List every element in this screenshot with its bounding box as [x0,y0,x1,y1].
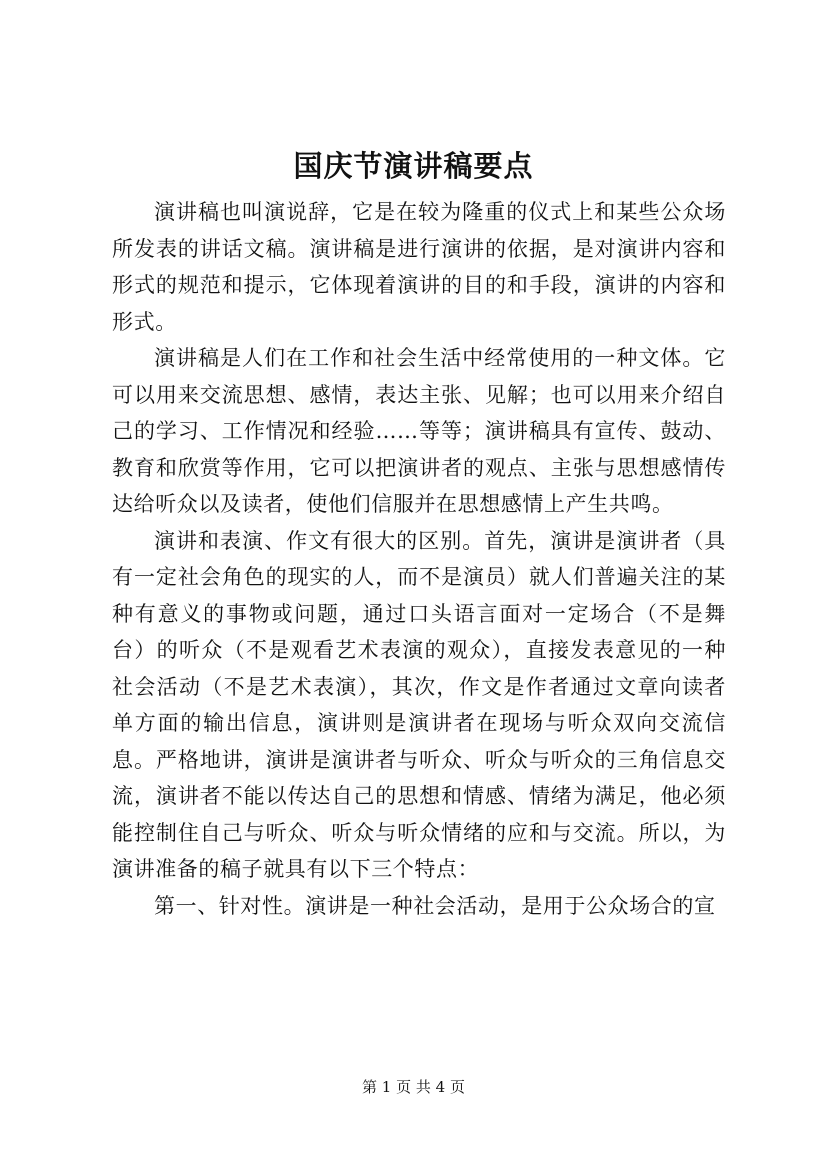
page-number-footer: 第 1 页 共 4 页 [362,1078,465,1096]
paragraph-2: 演讲稿是人们在工作和社会生活中经常使用的一种文体。它可以用来交流思想、感情，表达主张、见解；也可以用来介绍自己的学习、工作情况和经验……等等；演讲稿具有宣传、鼓动、教育和欣赏等作用，它可以把演讲者的观点、主张与思想感情传达给听众以及读者，使他们信服并在思想感情上产生共鸣。 [112,346,726,516]
paragraph-3: 演讲和表演、作文有很大的区别。首先，演讲是演讲者（具有一定社会角色的现实的人，而不是演员）就人们普遍关注的某种有意义的事物或问题，通过口头语言面对一定场合（不是舞台）的听众（不是观看艺术表演的观众），直接发表意见的一种社会活动（不是艺术表演），其次，作文是作者通过文章向读者单方面的输出信息，演讲则是演讲者在现场与听众双向交流信息。严格地讲，演讲是演讲者与听众、听众与听众的三角信息交流，演讲者不能以传达自己的思想和情感、情绪为满足，他必须能控制住自己与听众、听众与听众情绪的应和与交流。所以，为演讲准备的稿子就具有以下三个特点： [112,528,726,881]
document-title: 国庆节演讲稿要点 [293,149,534,183]
paragraph-4: 第一、针对性。演讲是一种社会活动，是用于公众场合的宣 [154,893,716,918]
paragraph-1: 演讲稿也叫演说辞，它是在较为隆重的仪式上和某些公众场所发表的讲话文稿。演讲稿是进行演讲的依据，是对演讲内容和形式的规范和提示，它体现着演讲的目的和手段，演讲的内容和形式。 [112,200,726,334]
document-body [112,194,726,924]
